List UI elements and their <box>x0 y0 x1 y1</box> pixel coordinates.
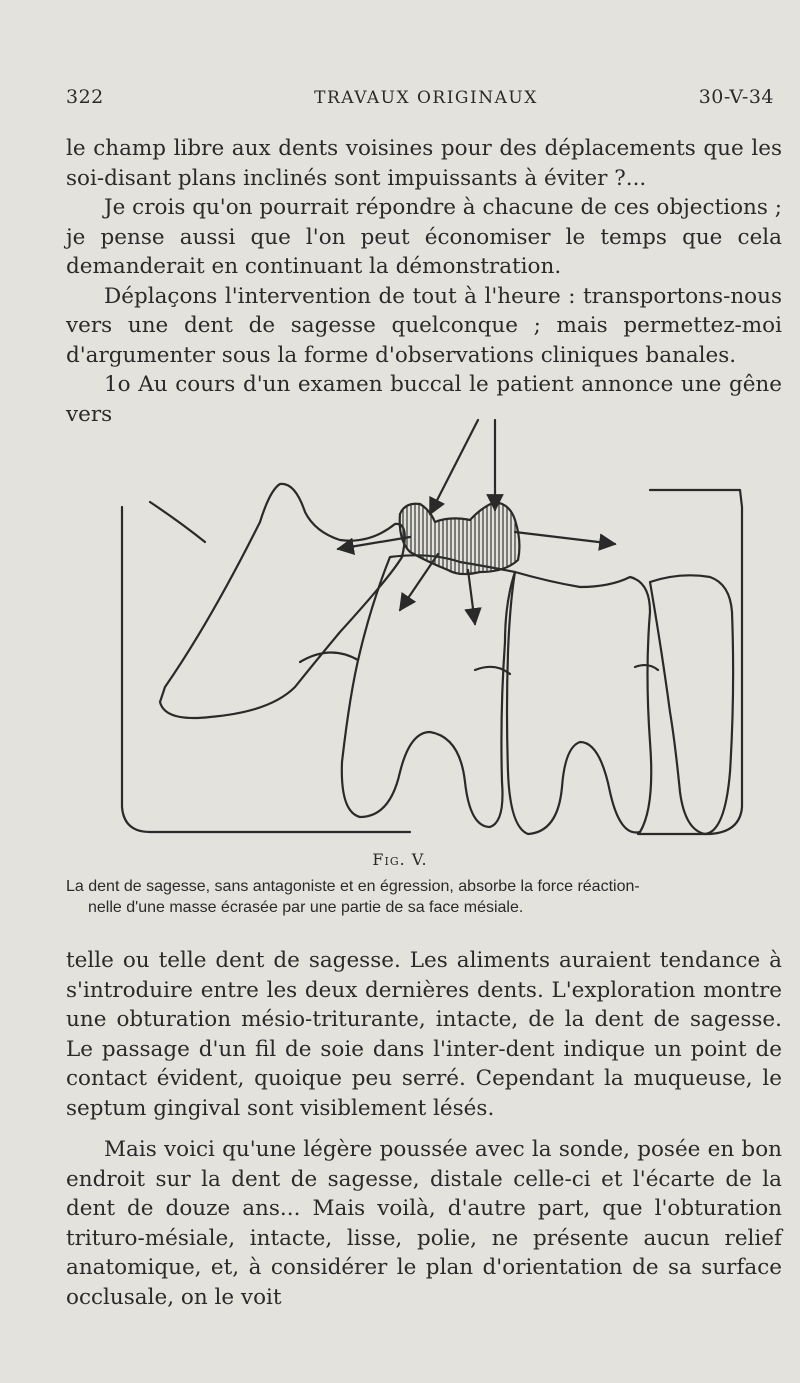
molar-middle <box>342 555 515 827</box>
running-header <box>66 86 786 116</box>
running-title: TRAVAUX ORIGINAUX <box>314 88 538 108</box>
body-text-before-figure <box>66 134 782 429</box>
frame-left <box>122 507 410 832</box>
figure-label: Fig. V. <box>372 850 428 869</box>
molar-right <box>507 572 651 834</box>
paragraph: le champ libre aux dents voisines pour des déplacements que les soi-disant plans inclinés sont impuissants à éviter ?... <box>66 136 782 191</box>
frame-right <box>638 490 742 834</box>
molar-far-right <box>650 575 733 834</box>
page-number: 322 <box>66 86 104 108</box>
figure-caption <box>66 876 782 918</box>
paragraph: Déplaçons l'intervention de tout à l'heure : transportons-nous vers une dent de sagesse quelconque ; mais permettez-moi d'argumenter sous la forme d'observations cliniques banales. <box>66 283 782 368</box>
paragraph: 1o Au cours d'un examen buccal le patient annonce une gêne vers <box>66 372 782 427</box>
paragraph: telle ou telle dent de sagesse. Les aliments auraient tendance à s'introduire entre les deux dernières dents. L'exploration montre une obturation mésio-triturante, intacte, de la dent de sagesse. Le passage d'un fil de soie dans l'inter-dent indique un point de contact évident, quoique peu serré. Cependant la muqueuse, le septum gingival sont visiblement lésés. <box>66 948 782 1121</box>
wisdom-tooth <box>160 484 405 718</box>
tooth-diagram <box>110 412 760 852</box>
body-text-after-figure <box>66 946 782 1312</box>
caption-line: La dent de sagesse, sans antagoniste et en égression, absorbe la force réaction- <box>66 878 640 895</box>
food-mass-hatched <box>400 502 520 574</box>
paragraph: Mais voici qu'une légère poussée avec la sonde, posée en bon endroit sur la dent de sagesse, distale celle-ci et l'écarte de la dent de douze ans... Mais voilà, d'autre part, que l'obturation trituro-mésiale, intacte, lisse, polie, ne présente aucun relief anatomique, et, à considérer le plan d'orientation de sa surface occlusale, on le voit <box>66 1137 782 1310</box>
handwritten-date: 30-V-34 <box>698 86 774 108</box>
caption-line: nelle d'une masse écrasée par une partie de sa face mésiale. <box>88 899 524 916</box>
paragraph: Je crois qu'on pourrait répondre à chacune de ces objections ; je pense aussi que l'on peut économiser le temps que cela demanderait en continuant la démonstration. <box>66 195 782 279</box>
